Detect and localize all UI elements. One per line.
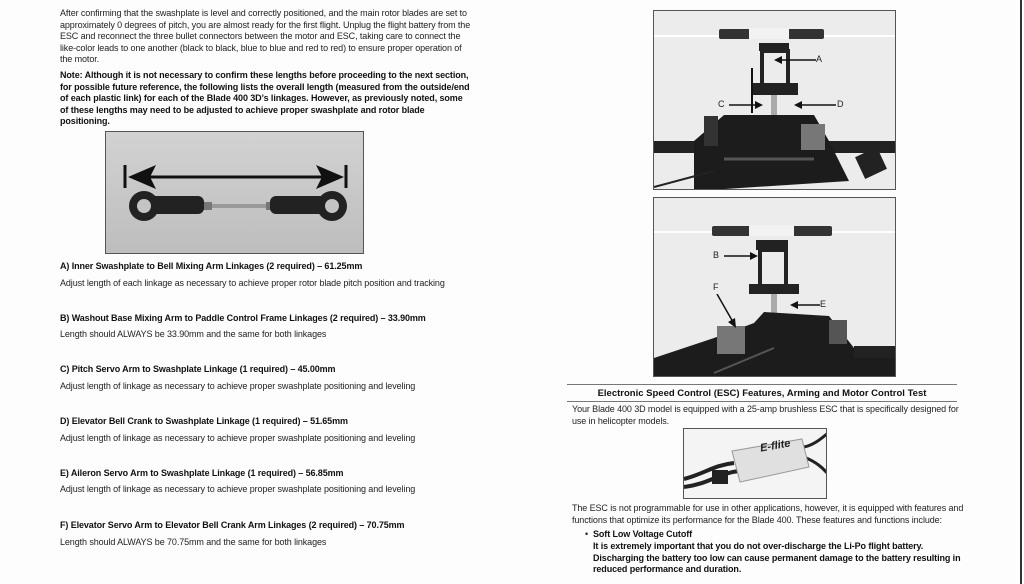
- linkage-b-desc: Length should ALWAYS be 33.90mm and the same for both linkages: [60, 329, 327, 339]
- linkage-f-title: F) Elevator Servo Arm to Elevator Bell Crank Arm Linkages (2 required) – 70.75mm: [60, 520, 405, 530]
- esc-capacitor: [712, 470, 728, 484]
- linkage-photo: [105, 131, 364, 254]
- metal-rod: [210, 204, 272, 208]
- bullet-icon: •: [585, 529, 589, 539]
- arrow-c-icon: [729, 100, 763, 110]
- rotor-head-photo-1: [653, 10, 896, 190]
- esc-section-title: Electronic Speed Control (ESC) Features, Arming and Motor Control Test: [597, 388, 927, 399]
- rotor-head-photo-2: [653, 197, 896, 377]
- arrow-f-icon: [716, 294, 738, 328]
- esc-illustration: [684, 429, 827, 499]
- bullet-body: It is extremely important that you do not over-discharge the Li-Po flight battery. Discharging the battery too low can cause permanent damage to the battery resulting in reduced performance and duration.: [593, 541, 961, 574]
- linkage-d-title: D) Elevator Bell Crank to Swashplate Linkage (1 required) – 51.65mm: [60, 416, 348, 426]
- pointer-line-icon: [750, 68, 754, 113]
- photo-label-f: F: [713, 282, 719, 292]
- note-paragraph: Note: Although it is not necessary to confirm these lengths before proceeding to the next section, for possible future reference, the following lists the overall length (measured from the outside/end of each plastic link) for each of the Blade 400 3D’s linkages. However, as previously noted, some of these lengths may need to be adjusted to achieve proper swashplate and rotor blade positioning.: [60, 70, 470, 126]
- photo-label-d: D: [837, 99, 844, 109]
- esc-features-paragraph: The ESC is not programmable for use in other applications, however, it is equipped with features and functions that optimize its performance for the Blade 400. These features and functions include:: [572, 503, 964, 525]
- intro-paragraph: After confirming that the swashplate is level and correctly positioned, and the main rotor blades are set to approximately 0 degrees of pitch, you are almost ready for the first flight. Unplug the flight battery from the ESC and reconnect the three bullet connectors between the motor and ESC, taking care to connect the like-color leads to one another (black to black, blue to blue and red to red) to ensure proper operation of the motor.: [60, 8, 471, 64]
- arrow-d-icon: [794, 100, 836, 110]
- esc-intro-paragraph: Your Blade 400 3D model is equipped with a 25-amp brushless ESC that is specifically designed for use in helicopter models.: [572, 404, 959, 426]
- linkage-d-desc: Adjust length of linkage as necessary to achieve proper swashplate positioning and leveling: [60, 433, 416, 443]
- linkage-illustration: [106, 132, 364, 254]
- linkage-b-title: B) Washout Base Mixing Arm to Paddle Control Frame Linkages (2 required) – 33.90mm: [60, 313, 426, 323]
- arrow-b-icon: [724, 251, 758, 261]
- section-rule-top: [567, 384, 957, 385]
- section-rule-bottom: [567, 401, 957, 402]
- page-edge-divider: [1020, 0, 1022, 584]
- arrow-e-icon: [790, 300, 820, 310]
- photo-label-a: A: [816, 54, 823, 64]
- linkage-a-title: A) Inner Swashplate to Bell Mixing Arm Linkages (2 required) – 61.25mm: [60, 261, 363, 271]
- arrow-a-icon: [774, 55, 816, 65]
- linkage-e-desc: Adjust length of linkage as necessary to achieve proper swashplate positioning and leveling: [60, 484, 416, 494]
- linkage-c-desc: Adjust length of linkage as necessary to achieve proper swashplate positioning and leveling: [60, 381, 416, 391]
- linkage-c-title: C) Pitch Servo Arm to Swashplate Linkage (1 required) – 45.00mm: [60, 364, 336, 374]
- esc-photo: [683, 428, 827, 499]
- linkage-a-desc: Adjust length of each linkage as necessary to achieve proper rotor blade pitch position and tracking: [60, 278, 445, 288]
- helicopter-illustration-1: [654, 11, 896, 190]
- photo-label-b: B: [713, 250, 720, 260]
- helicopter-illustration-2: [654, 198, 896, 377]
- esc-brand-logo: E-flite: [759, 437, 792, 455]
- linkage-e-title: E) Aileron Servo Arm to Swashplate Linkage (1 required) – 56.85mm: [60, 468, 344, 478]
- linkage-f-desc: Length should ALWAYS be 70.75mm and the same for both linkages: [60, 537, 327, 547]
- bullet-title: Soft Low Voltage Cutoff: [593, 529, 693, 539]
- photo-label-e: E: [820, 299, 827, 309]
- photo-label-c: C: [718, 99, 725, 109]
